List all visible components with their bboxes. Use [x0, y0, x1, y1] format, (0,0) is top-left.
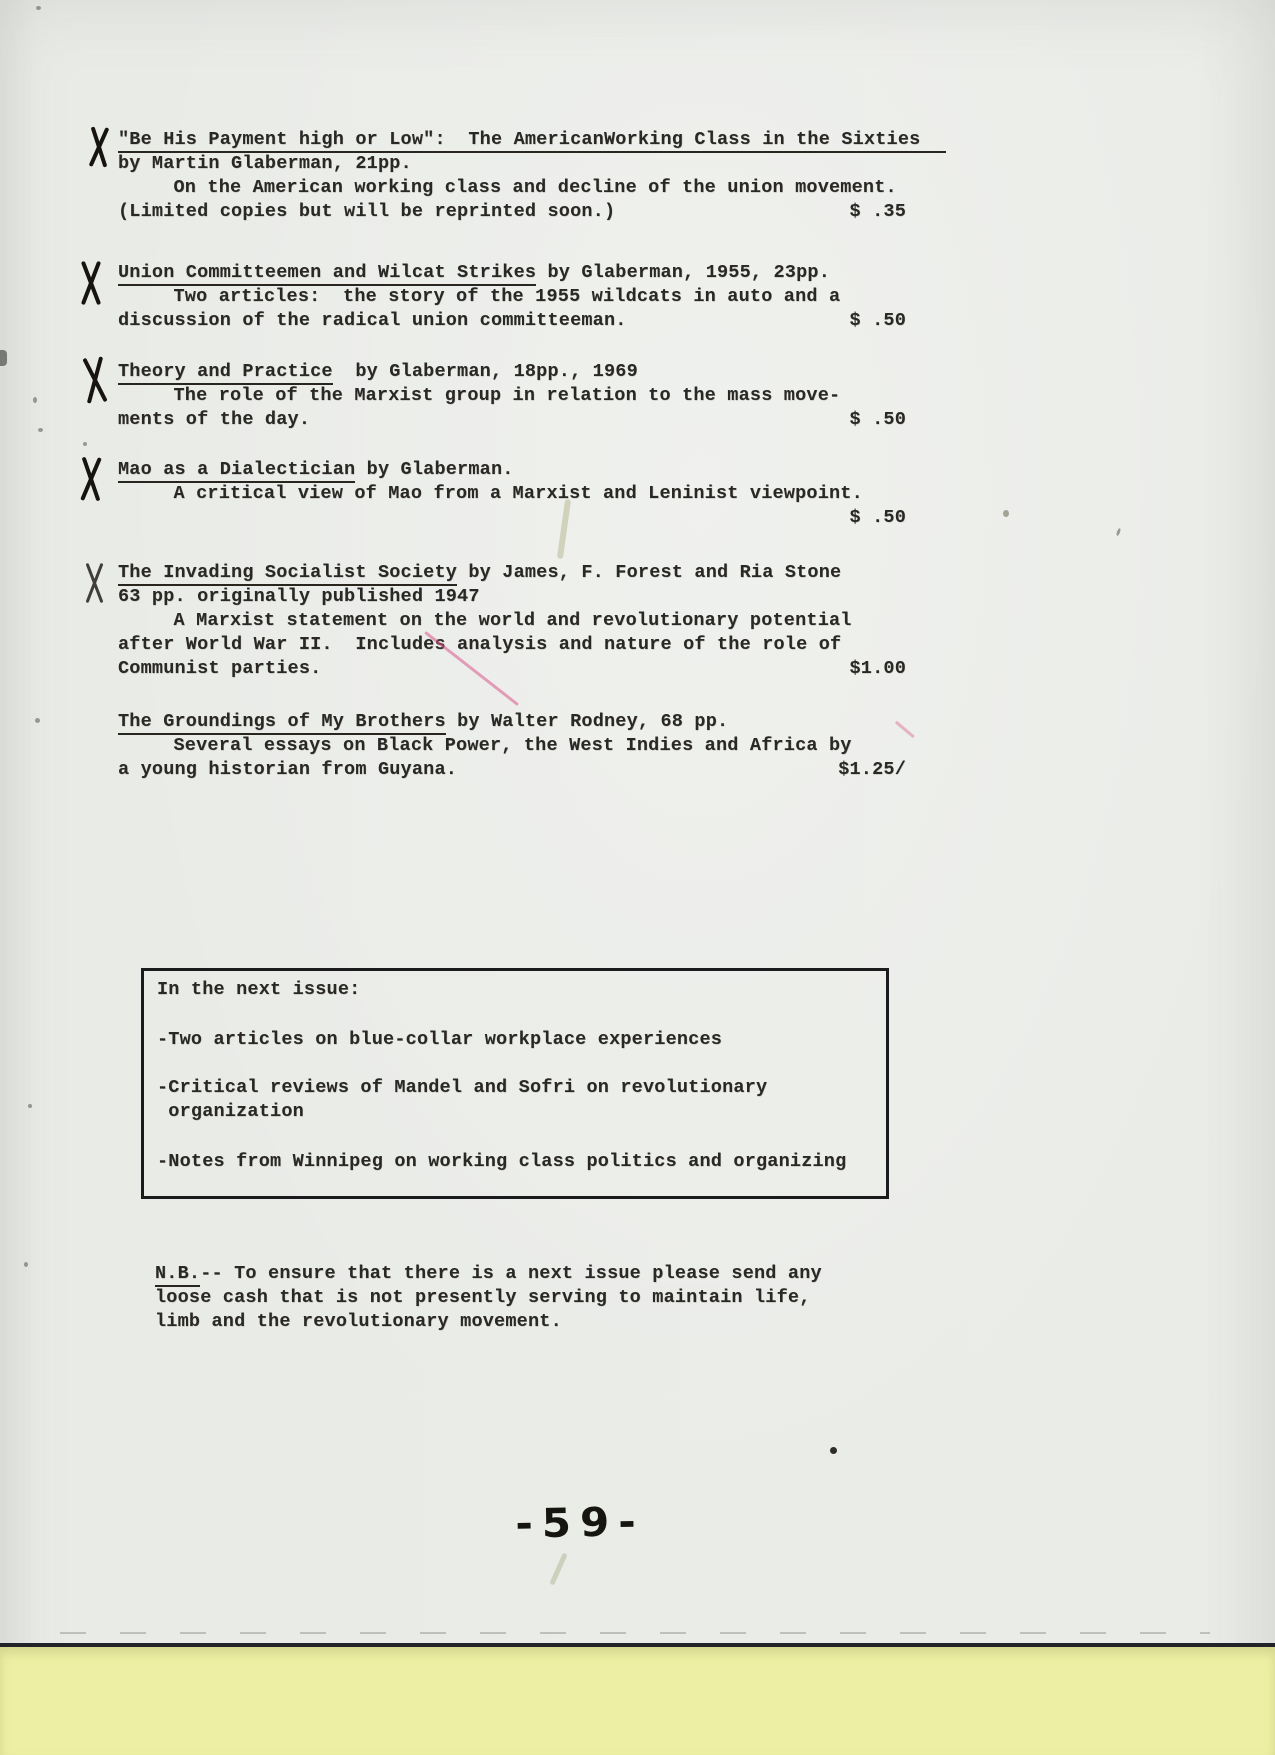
item-description: ments of the day. $ .50: [118, 409, 906, 430]
item-price: $ .35: [849, 201, 906, 222]
next-issue-box: [141, 968, 889, 1199]
nb-line: limb and the revolutionary movement.: [155, 1311, 562, 1332]
nb-line: loose cash that is not presently serving to maintain life,: [155, 1287, 811, 1308]
item-author: by Glaberman, 18pp., 1969: [332, 361, 638, 382]
paper-speck: [28, 1104, 32, 1108]
item-title-line: [118, 561, 906, 585]
item-price-line: [118, 506, 906, 530]
item-price: $ .50: [849, 409, 906, 430]
item-author: by Walter Rodney, 68 pp.: [445, 711, 729, 732]
item-title-line: [118, 360, 906, 384]
item-title-line: [118, 710, 906, 734]
item-title-line: [118, 261, 906, 285]
next-issue-item: organization: [157, 1101, 304, 1122]
item-description: discussion of the radical union committeeman. $ .50: [118, 310, 906, 331]
next-issue-item: -Critical reviews of Mandel and Sofri on revolutionary: [157, 1077, 768, 1098]
paper-speck: [830, 1447, 837, 1454]
item-title: Union Committeemen and Wilcat Strikes: [118, 262, 536, 286]
item-description: A Marxist statement on the world and revolutionary potential: [173, 610, 852, 631]
item-title: Theory and Practice: [118, 361, 333, 385]
item-description: Communist parties. $1.00: [118, 658, 906, 679]
item-title: Mao as a Dialectician: [118, 459, 355, 483]
item-description: Two articles: the story of the 1955 wildcats in auto and a: [173, 286, 841, 307]
item-edition-line: 63 pp. originally published 1947: [118, 586, 480, 607]
paper-speck: [35, 718, 40, 723]
handwritten-x-mark: [83, 125, 115, 169]
nb-line: N.B.-- To ensure that there is a next issue please send any: [155, 1262, 875, 1286]
item-title-line: [118, 128, 921, 152]
item-description: On the American working class and decline of the union movement.: [173, 177, 897, 198]
next-issue-item: -Notes from Winnipeg on working class politics and organizing: [157, 1151, 847, 1172]
item-description: Several essays on Black Power, the West Indies and Africa by: [173, 735, 852, 756]
paper-speck: [36, 6, 41, 10]
catalog-list: [118, 128, 921, 811]
paper-speck: [38, 428, 43, 432]
item-description: (Limited copies but will be reprinted soon.) $ .35: [118, 201, 906, 222]
paper-speck: [1003, 510, 1009, 517]
handwritten-x-mark: [80, 562, 110, 604]
item-price: $1.25/: [838, 759, 906, 780]
item-price: $1.00: [849, 658, 906, 679]
item-description: after World War II. Includes analysis and nature of the role of: [118, 634, 842, 655]
catalog-item: [118, 261, 906, 333]
item-price: $ .50: [849, 310, 906, 331]
handwritten-x-mark: [78, 355, 113, 406]
item-title: The Groundings of My Brothers: [118, 711, 446, 735]
handwritten-x-mark: [76, 260, 106, 306]
scan-smudge-line: [60, 1632, 1210, 1634]
paper-speck: [1116, 528, 1122, 537]
item-title-line: [118, 458, 906, 482]
next-issue-item: -Two articles on blue-collar workplace experiences: [157, 1029, 723, 1050]
item-author: by Glaberman, 1955, 23pp.: [536, 262, 831, 283]
nb-label: N.B.: [155, 1263, 200, 1287]
catalog-item: [118, 561, 906, 681]
item-author: by James, F. Forest and Ria Stone: [457, 562, 842, 583]
item-description: The role of the Marxist group in relation to the mass move-: [173, 385, 841, 406]
catalog-item: [118, 710, 906, 782]
item-description: a young historian from Guyana. $1.25/: [118, 759, 906, 780]
catalog-item: [118, 128, 921, 224]
paper-speck: [33, 397, 37, 403]
item-title: "Be His Payment high or Low": The AmericanWorking Class in the Sixties: [118, 129, 946, 153]
paper-edge-mark: [0, 350, 7, 366]
next-issue-heading: In the next issue:: [157, 979, 361, 1000]
item-description: A critical view of Mao from a Marxist and Leninist viewpoint.: [173, 483, 863, 504]
page-number: -59-: [514, 1498, 646, 1547]
paper-speck: [83, 442, 87, 446]
item-title: The Invading Socialist Society: [118, 562, 457, 586]
green-smudge: [549, 1552, 567, 1585]
catalog-item: [118, 360, 906, 432]
item-author: by Glaberman.: [355, 459, 514, 480]
item-price: $ .50: [849, 507, 906, 528]
handwritten-x-mark: [75, 455, 107, 502]
paper-speck: [24, 1262, 28, 1267]
catalog-item: [118, 458, 906, 530]
underlying-yellow-page: [0, 1643, 1275, 1755]
nb-note: [155, 1262, 875, 1334]
item-author-line: by Martin Glaberman, 21pp.: [118, 153, 412, 174]
